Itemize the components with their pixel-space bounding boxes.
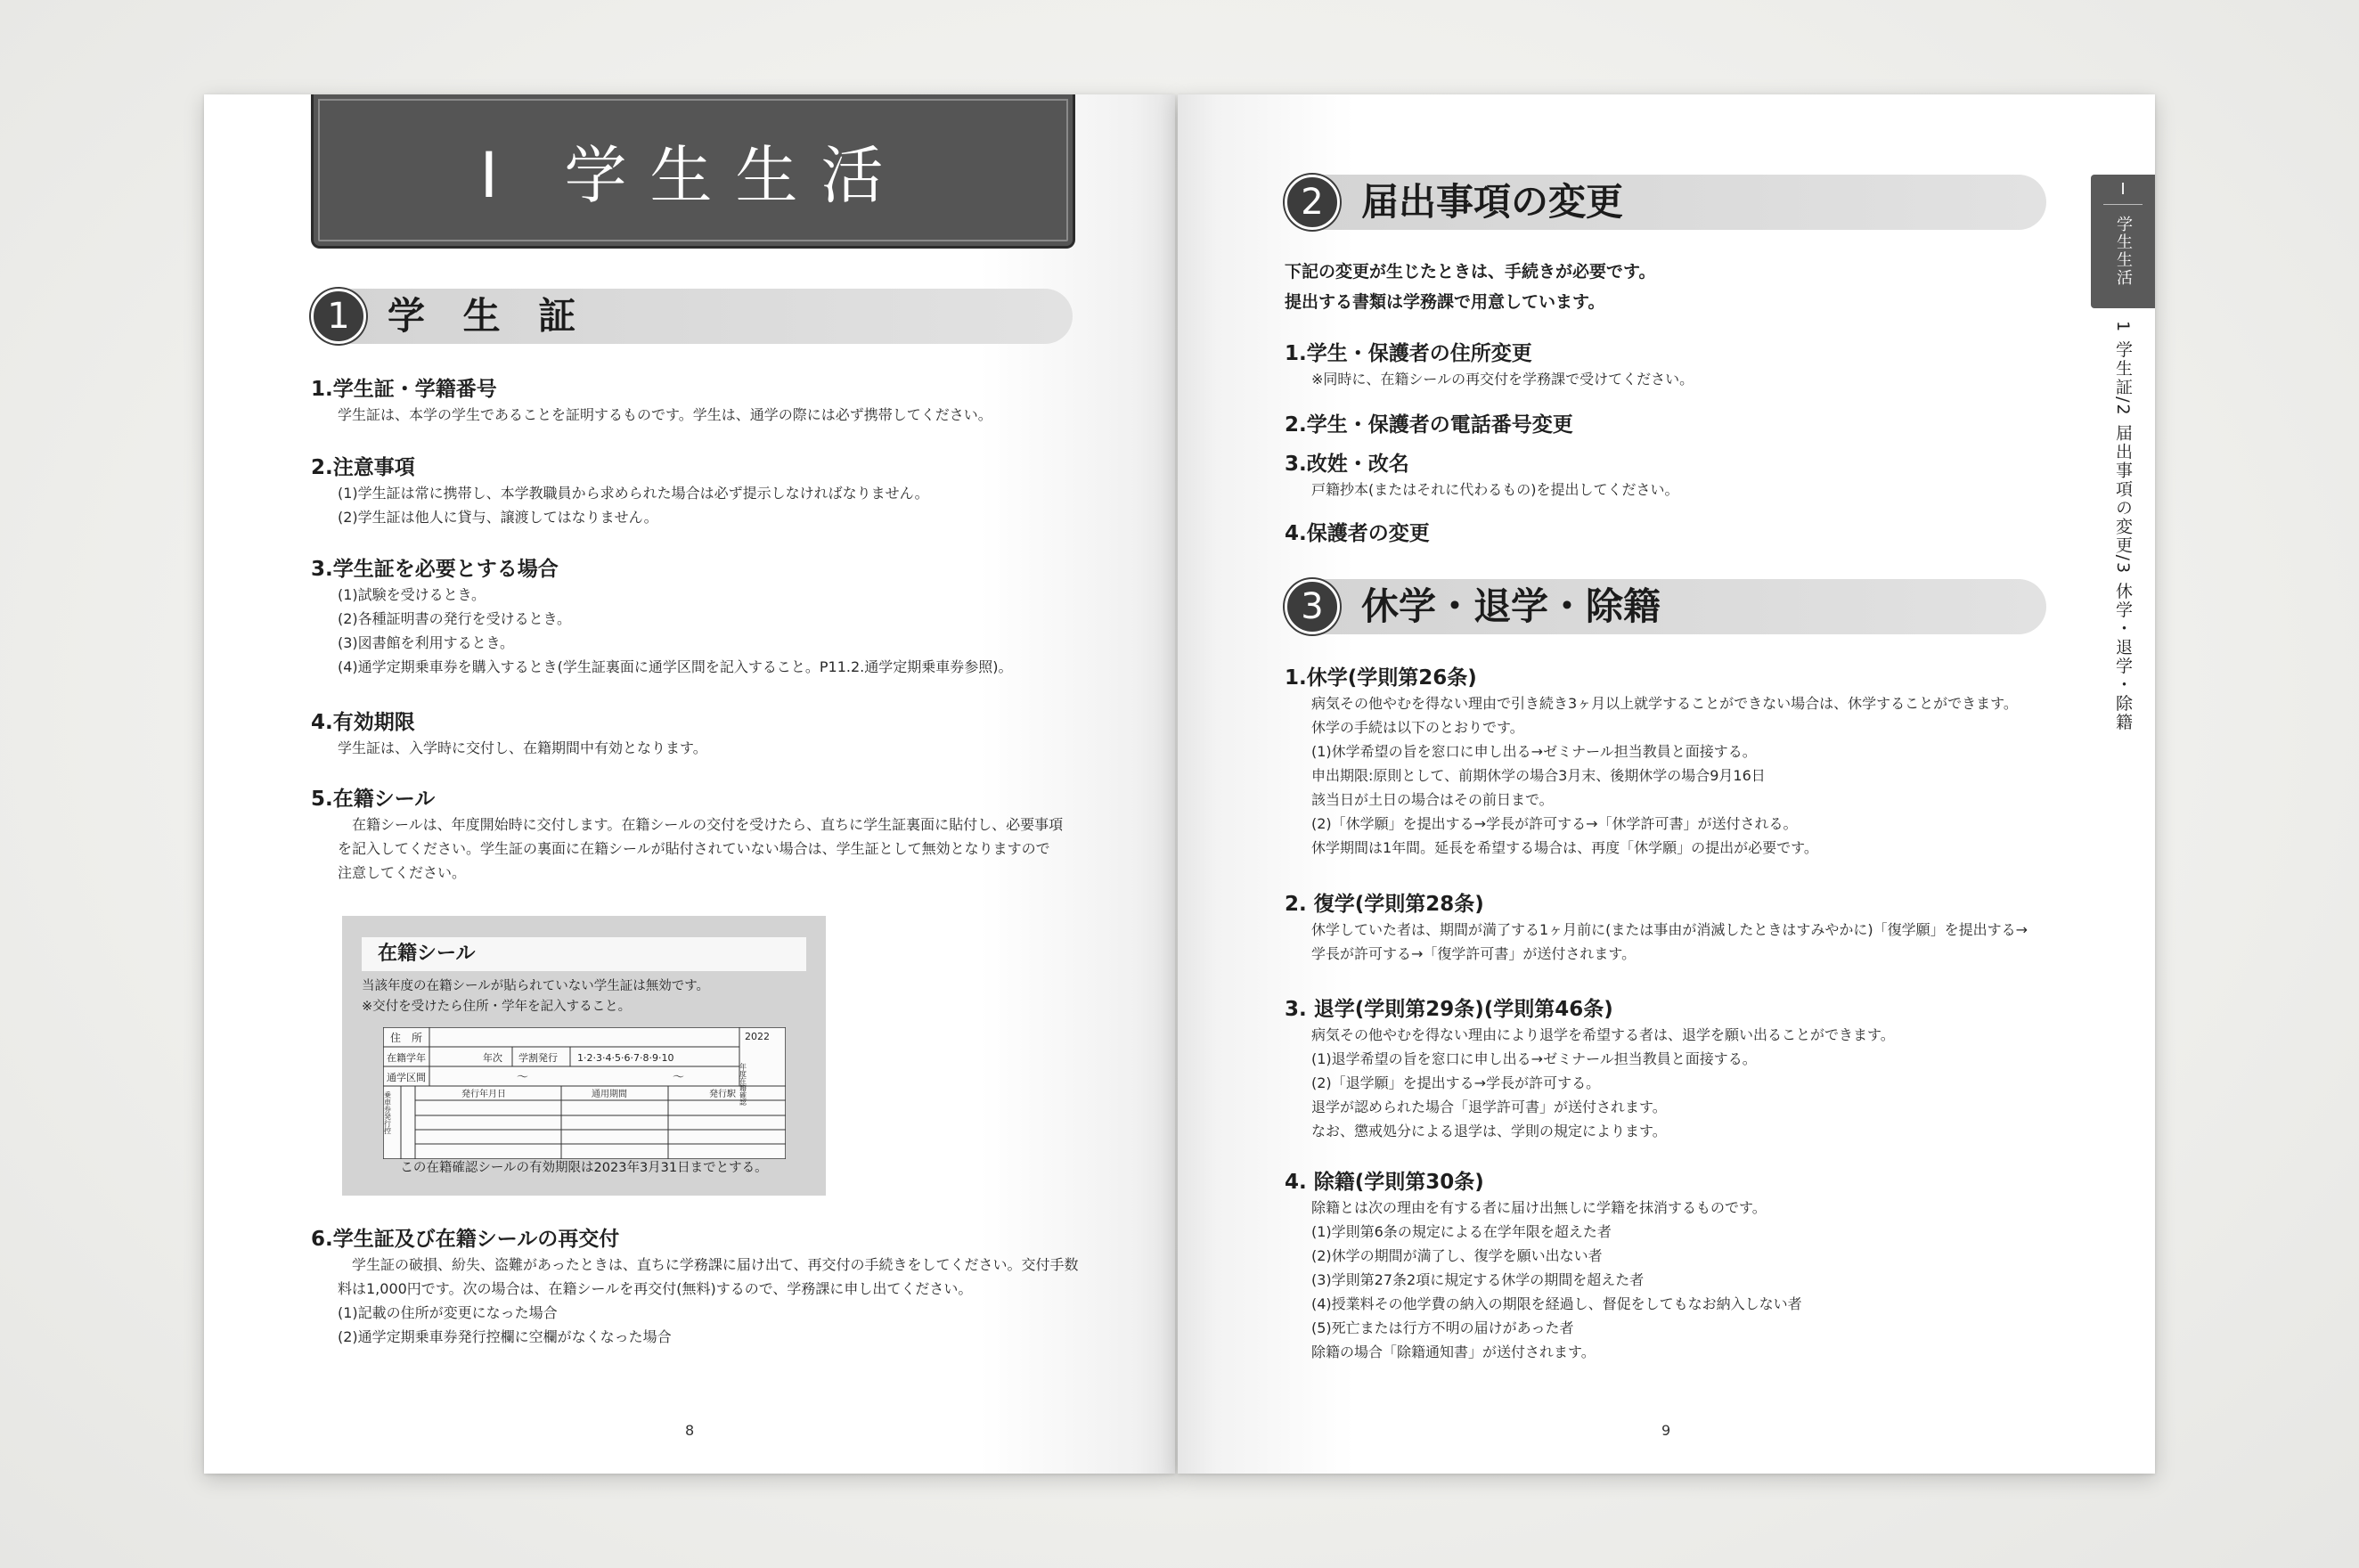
form-tilde: 〜	[673, 1071, 685, 1084]
section-number-badge: 2	[1285, 175, 1340, 230]
seal-form-illustration	[383, 1027, 786, 1159]
item-body: 戸籍抄本(またはそれに代わるもの)を提出してください。	[1311, 481, 1679, 498]
item-heading: 5.在籍シール	[311, 788, 436, 811]
chapter-title: Ⅰ 学生生活	[311, 94, 1075, 249]
item-body: 学生証は、本学の学生であることを証明するものです。学生は、通学の際には必ず携帯してください。	[338, 406, 992, 423]
seal-footer: この在籍確認シールの有効期限は2023年3月31日までとする。	[400, 1161, 768, 1175]
item-heading: 2. 復学(学則第28条)	[1285, 893, 1484, 916]
tab-roman-numeral: Ⅰ	[2103, 180, 2142, 205]
item-body: (1)試験を受けるとき。 (2)各種証明書の発行を受けるとき。 (3)図書館を利用するとき。 (4)通学定期乗車券を購入するとき(学生証裏面に通学区間を記入すること。P11.2.通学定期乗車券参照)。	[338, 586, 1013, 675]
seal-title: 在籍シール	[362, 937, 806, 971]
page-number: 8	[685, 1422, 695, 1439]
section-number-badge: 3	[1285, 579, 1340, 634]
form-grade-label: 在籍学年	[387, 1052, 426, 1064]
item-body: 除籍とは次の理由を有する者に届け出無しに学籍を抹消するものです。 (1)学則第6条の規定による在学年限を超えた者 (2)休学の期間が満了し、復学を願い出ない者 (3)学則第27条2項に規定する休学の期間を超えた者 (4)授業料その他学費の納入の期限を経過し、督促をしてもなお納入しない者 (5)死亡または行方不明の届けがあった者 除籍の場合「除籍通知書」が送付されます。	[1311, 1199, 1802, 1360]
item-heading: 1.学生・保護者の住所変更	[1285, 342, 1532, 365]
item-body: ※同時に、在籍シールの再交付を学務課で受けてください。	[1311, 371, 1694, 388]
enrollment-seal-figure	[342, 916, 826, 1196]
right-page	[1178, 94, 2155, 1474]
form-commute-label: 通学区間	[387, 1072, 426, 1083]
item-heading: 4.保護者の変更	[1285, 522, 1430, 545]
page-number: 9	[1661, 1422, 1671, 1439]
section-title: 届出事項の変更	[1361, 180, 1624, 224]
running-title: 1 学生証/2 届出事項の変更/3 休学・退学・除籍	[2113, 321, 2133, 732]
form-year: 2022	[745, 1031, 770, 1042]
left-page	[204, 94, 1175, 1474]
form-col-date: 発行年月日	[461, 1090, 506, 1099]
section-intro: 下記の変更が生じたときは、手続きが必要です。 提出する書類は学務課で用意しています。	[1285, 262, 1656, 312]
item-heading: 2.注意事項	[311, 456, 415, 479]
item-body: 病気その他やむを得ない理由で引き続き3ヶ月以上就学することができない場合は、休学することができます。 休学の手続は以下のとおりです。 (1)休学希望の旨を窓口に申し出る→ゼミナール担当教員と面接する。 申出期限:原則として、前期休学の場合3月末、後期休学の場合9月16日 該当日が土日の場合はその前日まで。 (2)「休学願」を提出する→学長が許可する→「休学許可書」が送付される。 休学期間は1年間。延長を希望する場合は、再度「休学願」の提出が必要です。	[1311, 695, 2018, 856]
item-heading: 3.学生証を必要とする場合	[311, 558, 559, 581]
form-address-label: 住 所	[390, 1032, 423, 1044]
item-body: 病気その他やむを得ない理由により退学を希望する者は、退学を願い出ることができます。 (1)退学希望の旨を窓口に申し出る→ゼミナール担当教員と面接する。 (2)「退学願」を提出する→学長が許可する。 退学が認められた場合「退学許可書」が送付されます。 なお、懲戒処分による退学は、学則の規定によります。	[1311, 1026, 1895, 1139]
section-number-badge: 1	[311, 289, 366, 344]
form-discount-label: 学割発行	[518, 1052, 558, 1064]
item-body: (1)学生証は常に携帯し、本学教職員から求められた場合は必ず提示しなければなりません。 (2)学生証は他人に貸与、譲渡してはなりません。	[338, 485, 929, 526]
chapter-index-tab	[2091, 175, 2155, 308]
section-heading-student-id	[311, 289, 1073, 344]
item-body: 休学していた者は、期間が満了する1ヶ月前に(または事由が消滅したときはすみやかに)「復学願」を提出する→ 学長が許可する→「復学許可書」が送付されます。	[1311, 921, 2028, 962]
item-heading: 3.改姓・改名	[1285, 453, 1409, 476]
item-body: 在籍シールは、年度開始時に交付します。在籍シールの交付を受けたら、直ちに学生証裏面に貼付し、必要事項 を記入してください。学生証の裏面に在籍シールが貼付されていない場合は、学生証として無効となりますので 注意してください。	[338, 816, 1064, 881]
tab-label: 学生生活	[2114, 216, 2133, 287]
item-heading: 6.学生証及び在籍シールの再交付	[311, 1228, 620, 1251]
item-heading: 3. 退学(学則第29条)(学則第46条)	[1285, 998, 1613, 1021]
form-grade-unit: 年次	[483, 1052, 502, 1064]
item-heading: 4.有効期限	[311, 711, 415, 734]
form-col-period: 通用期間	[592, 1090, 627, 1099]
item-heading: 2.学生・保護者の電話番号変更	[1285, 413, 1573, 437]
form-pass-side-label: 乗車券発行控	[383, 1091, 392, 1134]
section-title: 休学・退学・除籍	[1361, 584, 1661, 628]
form-year-stamp: 年度在籍確認	[739, 1063, 747, 1106]
item-heading: 1.学生証・学籍番号	[311, 378, 497, 401]
form-discount-numbers: 1·2·3·4·5·6·7·8·9·10	[577, 1052, 674, 1064]
section-heading-notification-changes	[1285, 175, 2046, 230]
section-title: 学 生 証	[388, 294, 589, 338]
item-body: 学生証は、入学時に交付し、在籍期間中有効となります。	[338, 739, 707, 756]
item-heading: 1.休学(学則第26条)	[1285, 666, 1477, 690]
section-heading-leave-withdrawal	[1285, 579, 2046, 634]
item-body: 学生証の破損、紛失、盗難があったときは、直ちに学務課に届け出て、再交付の手続きをしてください。交付手数 料は1,000円です。次の場合は、在籍シールを再交付(無料)するので、学務課に申し出てください。 (1)記載の住所が変更になった場合 (2)通学定期乗車券発行控欄に空欄がなくなった場合	[338, 1256, 1079, 1345]
form-tilde: 〜	[517, 1071, 529, 1084]
item-heading: 4. 除籍(学則第30条)	[1285, 1171, 1484, 1194]
form-col-issuer: 発行駅	[709, 1090, 736, 1099]
seal-notes: 当該年度の在籍シールが貼られていない学生証は無効です。 ※交付を受けたら住所・学年を記入すること。	[362, 979, 710, 1014]
